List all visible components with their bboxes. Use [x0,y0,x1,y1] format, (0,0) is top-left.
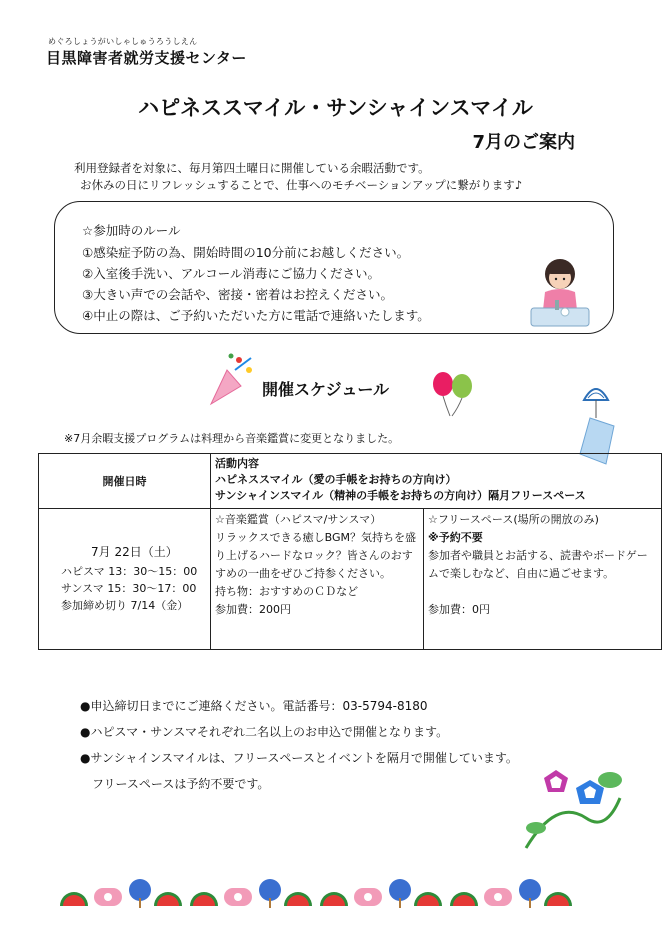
col-date-header: 開催日時 [39,454,211,509]
balloons-icon [428,368,478,418]
event-desc: リラックスできる癒しBGM？気持ちを盛り上げるハードなロック？皆さんのおすすめの一曲をぜひご持参ください。 [215,531,417,580]
table-row [39,509,662,650]
event-date: 7月 22日（土） [91,545,178,559]
content-header-line2: サンシャインスマイル（精神の手帳をお持ちの方向け）隔月フリースペース [215,489,586,502]
page-title: ハピネススマイル・サンシャインスマイル [138,96,533,120]
bullet-marker: ● [80,725,91,739]
intro-text [74,160,522,194]
bullet-item-2 [80,719,518,745]
schedule-heading: 開催スケジュール [262,380,390,399]
free-note: ※予約不要 [428,531,483,544]
rule-item-3: ③大きい声での会話や、密接・密着はお控えください。 [82,287,393,302]
rule-item-2: ②入室後手洗い、アルコール消毒にご協力ください。 [82,266,380,281]
bullet-item-1 [80,693,518,719]
rule-item-1: ①感染症予防の為、開始時間の10分前にお越しください。 [82,245,410,260]
page-subtitle: 7月のご案内 [472,132,575,153]
free-cell [424,509,662,650]
party-popper-icon [205,350,257,410]
bullet-marker: ● [80,699,91,713]
free-desc: 参加者や職員とお話する、読書やボードゲームで楽しむなど、自由に過ごせます。 [428,549,648,580]
content-header-title: 活動内容 [215,457,259,470]
date-cell [39,509,211,650]
org-name: 目黒障害者就労支援センター [46,49,247,67]
deadline: 参加締め切り 7/14（金） [61,599,189,612]
content-header-line1: ハピネススマイル（愛の手帳をお持ちの方向け） [215,473,457,486]
rule-item-4: ④中止の際は、ご予約いただいた方に電話で連絡いたします。 [82,308,430,323]
bullet-item-3 [80,745,518,771]
org-ruby: めぐろしょうがいしゃしゅうろうしえん [48,37,198,46]
rules-list [82,220,430,326]
event-fee: 参加費：200円 [215,603,291,616]
morning-glory-icon [516,758,630,854]
bullet-item-3-cont: フリースペースは予約不要です。 [92,777,270,791]
bullet-marker: ● [80,751,91,765]
bullet-text-3: サンシャインスマイルは、フリースペースとイベントを隔月で開催しています。 [90,751,518,765]
free-title: ☆フリースペース(場所の開放のみ) [428,513,599,526]
time-happy: ハピスマ 13：30～15：00 [61,565,198,578]
event-title: ☆音楽鑑賞（ハピスマ/サンスマ） [215,513,382,526]
bullet-text-1: 申込締切日までにご連絡ください。電話番号：03-5794-8180 [90,699,428,713]
free-fee: 参加費：0円 [428,603,490,616]
event-cell [211,509,424,650]
time-sunshine: サンスマ 15：30～17：00 [61,582,197,595]
schedule-note: ※7月余暇支援プログラムは料理から音楽鑑賞に変更となりました。 [64,432,400,445]
table-header-row [39,454,662,509]
bullet-text-2: ハピスマ・サンスマそれぞれ二名以上のお申込で開催となります。 [90,725,449,739]
col-content-header [211,454,662,509]
intro-line-2: お休みの日にリフレッシュすることで、仕事へのモチベーションアップに繋がります♪ [80,178,523,192]
footer-bullets [80,693,518,797]
handwash-girl-icon [525,252,595,332]
summer-border-icon [58,876,618,910]
org-header [46,36,247,68]
intro-line-1: 利用登録者を対象に、毎月第四土曜日に開催している余暇活動です。 [74,161,430,175]
rules-heading: ☆参加時のルール [82,223,181,238]
schedule-table [38,453,662,650]
event-items: 持ち物：おすすめのＣＤなど [215,585,359,598]
